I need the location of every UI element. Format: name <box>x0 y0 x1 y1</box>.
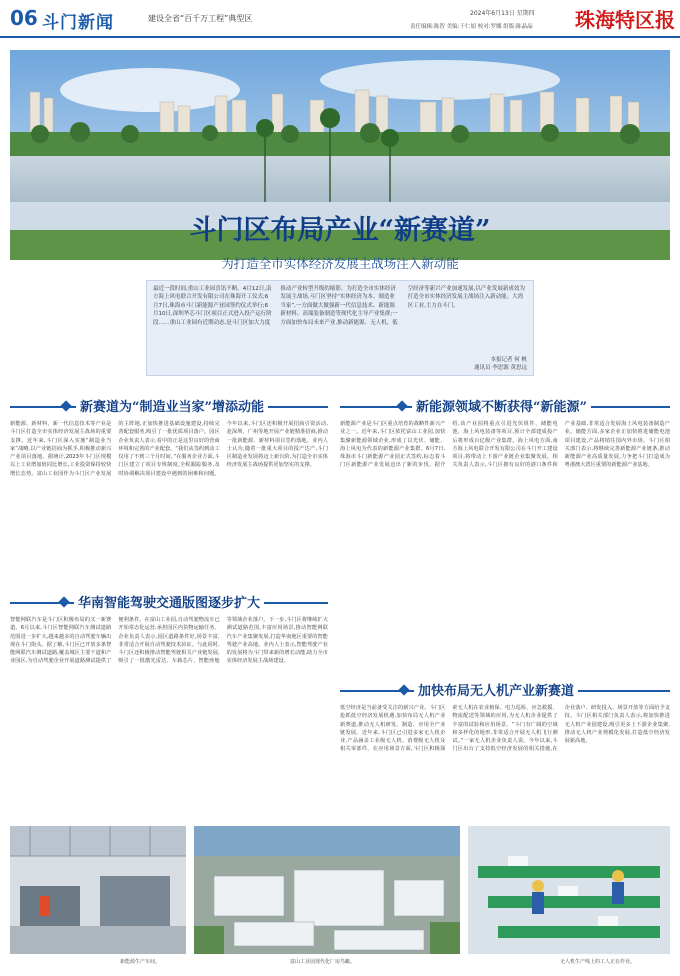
section-body-4: 低空经济是当前备受关注的新兴产业。斗门区抢抓低空经济发展机遇,加快布局无人机产业新赛道,推动无人机研发、制造、应用全产业链发展。近年来,斗门区已引进多家无人机企业,产品涵盖工业级无人机、消费级无人机及相关零部件。在应用场景方面,斗门区积极探索无人机在农业植保、电力巡检、应急救援、物流配送等领域的应用,为无人机企业提供了丰富的试验和应用场景。“斗门有广阔的空域和多样化的地形,非常适合开展无人机飞行测试。”一家无人机企业负责人说。今年以来,斗门区出台了支持低空经济发展的相关措施,在企业落户、研发投入、场景开放等方面给予支持。斗门区相关部门负责人表示,将加快推进无人机产业园建设,吸引更多上下游企业集聚,推动无人机产业规模化发展,打造低空经济发展新高地。 <box>340 705 670 753</box>
caption-photo-3: 无人机生产线上的工人正在作业。 <box>560 959 636 965</box>
issue-date: 2024年6月13日 星期四 <box>470 10 535 17</box>
main-headline: 斗门区布局产业“新赛道” <box>189 215 491 246</box>
section-subtitle: 建设全省“百千万工程”典型区 <box>148 14 253 23</box>
editors-line: 责任编辑:陈智 美编:于仁娟 校对:罗娜 组版:陈晶晶 <box>410 24 533 30</box>
section-title: 斗门新闻 <box>42 13 114 33</box>
section-title-1: 新赛道为“制造业当家”增添动能 <box>76 396 268 415</box>
lead-text: 最近一段时间,重山工业园喜讯不断。4月12日,南方海上风电联合开发有限公司在珠海开工仪式;6月7日,珠海市斗门新能源产业园签约仪式举行;6月10日,深圳华芯斗门区项目正式进入投产运行阶段……重山工业园有近期动态,是斗门区加大力度推动产业转型升级的缩影。为打造全市实体经济发展主战场,斗门区坚持“实体经济为本、制造业当家”,一方面做大做强新一代信息技术、新能源新材料、高端装备制造等现代化主导产业集群;一方面加快布局未来产业,推动新能源、无人机、低空经济等新兴产业加速发展,以产业发展新成效为打造全市实体经济发展主战场注入新动能。大湾区工业,主力在斗门。 <box>153 286 525 326</box>
page-header <box>0 0 680 38</box>
section-heading-4 <box>340 680 670 702</box>
photo-workshop <box>10 826 186 954</box>
section-heading-1 <box>10 396 328 418</box>
section-title-2: 新能源领域不断获得“新能源” <box>412 396 591 415</box>
sub-headline: 为打造全市实体经济发展主战场注入新动能 <box>221 256 459 271</box>
photo-production-line <box>468 826 670 954</box>
lead-box <box>146 280 534 376</box>
section-body-1: 新能源、新材料、新一代信息技术等产业是斗门区打造全市实体经济发展主战场的重要支撑。近年来,斗门区深入实施“制造业当家”战略,以产业链招商为抓手,积极推动新兴产业项目落地。据统计,2023年斗门区规模以上工业增加值同比增长,工业投资保持较快增长态势。富山工业园作为斗门区产业发展的主阵地,正加快推进基础设施建设,持续完善配套服务,吸引了一批优质项目落户。园区企业负责人表示,看中的正是这里良好的营商环境和完善的产业配套。“我们从签约到动工仅用了不到三个月时间。”在服务企业方面,斗门区建立了项目专班制度,全程跟踪服务,及时协调解决项目建设中遇到的困难和问题。今年以来,斗门区还积极开展招商引资活动,赴深圳、广州等地开展产业链精准招商,推动一批新能源、新材料项目签约落地。业内人士认为,随着一批重大项目的投产达产,斗门区制造业发展将迈上新台阶,为打造全市实体经济发展主战场提供更加坚实的支撑。 <box>10 421 328 477</box>
section-title-3: 华南智能驾驶交通版图逐步扩大 <box>74 592 264 611</box>
section-heading-2 <box>340 396 670 418</box>
newspaper-logo: 珠海特区报 <box>575 8 675 32</box>
section-title-4: 加快布局无人机产业新赛道 <box>414 680 578 699</box>
section-body-3: 智能网联汽车是斗门区积极布局的又一新赛道。6月以来,斗门区智能网联汽车测试道路范围进一步扩大,越来越多的自动驾驶车辆出现在斗门街头。据了解,斗门区已开放多条智能网联汽车测试道路,覆盖城区主要干道和产业园区,为自动驾驶企业开展道路测试提供了便利条件。在富山工业园,自动驾驶物流车已开始常态化运营,承担园区内货物运输任务。企业负责人表示,园区道路条件好,场景丰富,非常适合开展自动驾驶技术验证。与此同时,斗门区还积极推动智能驾驶相关产业链发展,吸引了一批激光雷达、车载芯片、智能座舱等领域企业落户。下一步,斗门区将继续扩大测试道路范围,丰富应用场景,推动智能网联汽车产业集聚发展,打造华南地区重要的智能驾驶产业高地。业内人士表示,智能驾驶产业的发展将为斗门带来新的增长动能,助力全市实体经济发展主战场建设。 <box>10 617 328 665</box>
section-heading-3 <box>10 592 328 614</box>
caption-photo-1: 新能源生产车间。 <box>120 959 161 965</box>
lead-credit: 本报记者 何 帆 通讯员 李思源 黄思远 <box>474 357 527 371</box>
photo-aerial <box>194 826 460 954</box>
caption-photo-2: 富山工业园现代化厂房鸟瞰。 <box>290 959 356 965</box>
section-body-2: 新能源产业是斗门区重点培育的战略性新兴产业之一。近年来,斗门区依托富山工业园,加快集聚新能源领域企业,形成了以光伏、储能、海上风电为代表的新能源产业集群。6月7日,珠海市斗门新能源产业园正式签约,标志着斗门区新能源产业发展迈出了新的步伐。据介绍,该产业园将重点引进光伏组件、储能电池、海上风电装备等项目,预计全部建成投产后将形成百亿级产业集群。海上风电方面,南方海上风电联合开发有限公司在斗门开工建设项目,将带动上下游产业链企业集聚发展。相关负责人表示,斗门区拥有良好的港口条件和产业基础,非常适合发展海上风电装备制造产业。储能方面,多家企业正加快推进储能电池项目建设,产品将销往国内外市场。斗门区相关部门表示,将继续完善新能源产业链条,推动新能源产业高质量发展,力争把斗门打造成为粤港澳大湾区重要的新能源产业基地。 <box>340 421 670 469</box>
page-number: 06 <box>10 6 38 30</box>
